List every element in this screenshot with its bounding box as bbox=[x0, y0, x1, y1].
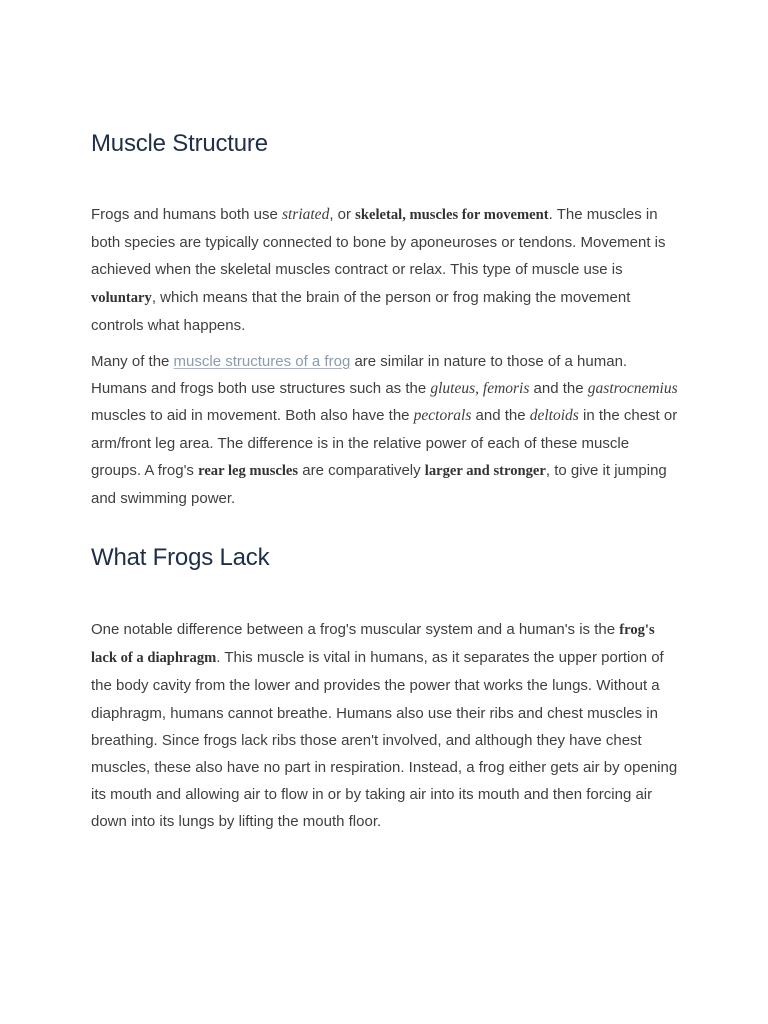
term-skeletal-muscles: skeletal, muscles for movement bbox=[355, 207, 549, 223]
text-span: Many of the bbox=[91, 353, 174, 370]
text-span: and the bbox=[529, 380, 588, 398]
term-gastrocnemius: gastrocnemius bbox=[587, 380, 678, 398]
muscle-structures-link[interactable]: muscle structures of a frog bbox=[173, 353, 351, 370]
term-voluntary: voluntary bbox=[91, 289, 152, 306]
text-span: . This muscle is vital in humans, as it separates the upper portion of the body cavity from the lower and provides the power that works the lungs. Without a diaphragm, humans cannot breathe. Humans also use their ribs and chest muscles in breathing. Since frogs lack ribs those aren't involved, and although they have chest muscles, these also have no part in respiration. Instead, a frog either gets air by opening its mouth and allowing air to flow in or by taking air into its mouth and then forcing air down into its lungs by lifting the mouth floor. bbox=[91, 649, 678, 831]
term-pectorals: pectorals bbox=[413, 407, 472, 425]
section-heading-what-frogs-lack: What Frogs Lack bbox=[91, 544, 270, 571]
text-span: , or bbox=[329, 206, 356, 223]
paragraph-muscle-structures bbox=[91, 348, 681, 512]
text-span: Frogs and humans both use bbox=[91, 206, 282, 223]
term-gluteus: gluteus bbox=[430, 380, 476, 398]
term-rear-leg-muscles: rear leg muscles bbox=[198, 462, 299, 479]
term-femoris: femoris bbox=[482, 380, 530, 398]
text-span: , bbox=[475, 380, 483, 398]
text-span: are similar in nature to those of a human. Humans and frogs both use structures such as the bbox=[91, 353, 628, 398]
text-span: are comparatively bbox=[298, 461, 425, 479]
text-span: . The muscles in both species are typically connected to bone by aponeuroses or tendons. Movement is achieved when the skeletal muscles contract or relax. This type of muscle use is bbox=[91, 206, 666, 279]
text-span: muscles to aid in movement. Both also have the bbox=[91, 407, 414, 425]
text-span: and the bbox=[471, 407, 530, 425]
text-span: , which means that the brain of the person or frog making the movement controls what happens. bbox=[91, 288, 631, 334]
term-lack-of-diaphragm: frog's lack of a diaphragm bbox=[91, 622, 655, 667]
section-heading-muscle-structure: Muscle Structure bbox=[91, 130, 268, 157]
paragraph-diaphragm bbox=[91, 616, 681, 836]
text-span: , to give it jumping and swimming power. bbox=[91, 461, 667, 508]
term-larger-and-stronger: larger and stronger bbox=[424, 462, 546, 479]
term-striated: striated bbox=[281, 206, 330, 223]
paragraph-muscle-use bbox=[91, 201, 681, 339]
term-deltoids: deltoids bbox=[529, 407, 579, 425]
text-span: in the chest or arm/front leg area. The difference is in the relative power of each of these muscle groups. A frog's bbox=[91, 407, 678, 479]
text-span: One notable difference between a frog's muscular system and a human's is the bbox=[91, 621, 620, 638]
